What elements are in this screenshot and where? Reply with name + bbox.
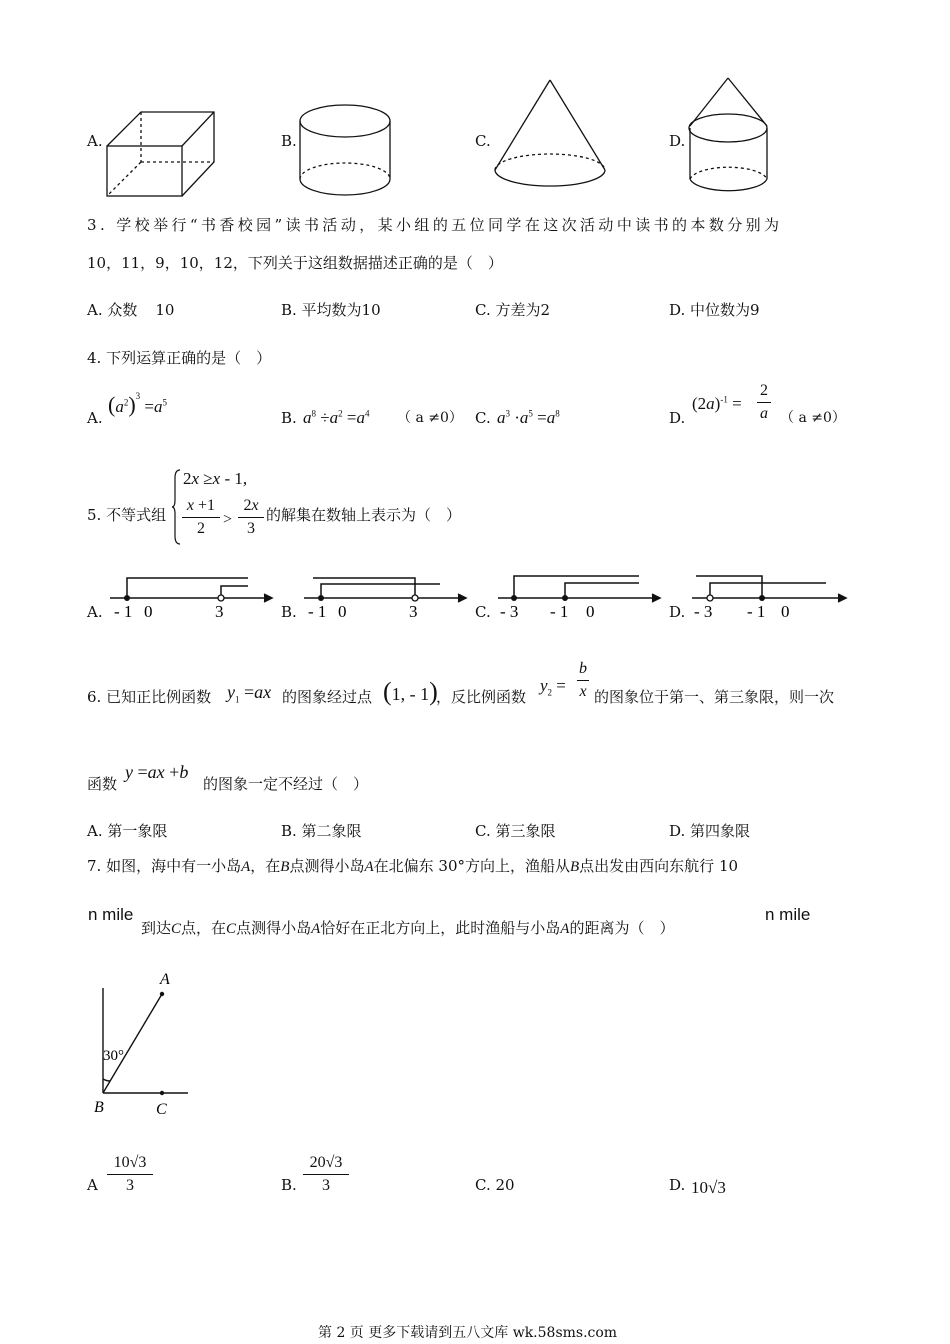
q4-option-d-condition: （ a ≠0） xyxy=(780,410,846,426)
tick-label: - 1 xyxy=(114,602,133,621)
q6-part5: 函数 xyxy=(87,775,118,793)
q6-linear-function: y =ax +b xyxy=(125,762,189,782)
tick-label: 0 xyxy=(144,602,153,621)
q5-fraction-right: 2x 3 xyxy=(238,497,264,538)
q2-option-b-label: B. xyxy=(281,132,297,150)
number-line-a xyxy=(106,570,276,620)
q4-option-b-expr: $a^8 \div a^2 =a^4$ xyxy=(303,408,370,427)
number-line-d xyxy=(688,570,853,620)
tick-label: - 1 xyxy=(747,602,766,621)
number-line-b xyxy=(300,570,470,620)
q7-option-c: C. 20 xyxy=(475,1176,515,1194)
system-brace xyxy=(172,468,182,546)
q2-option-c-label: C. xyxy=(475,132,491,150)
q4-stem: 4. 下列运算正确的是（ ） xyxy=(87,349,272,367)
q2-option-d-label: D. xyxy=(669,132,686,150)
bearing-diagram xyxy=(92,966,192,1118)
q6-expr-y1: $y_1 =ax$ xyxy=(227,682,272,705)
q7-stem-line2: 到达C点，在C点测得小岛A恰好在正北方向上，此时渔船与小岛A的距离为（ ） xyxy=(141,919,675,937)
q7-option-a-label: A xyxy=(87,1176,98,1194)
q7-option-d-label: D. xyxy=(669,1176,686,1194)
q5-inequality-1: 2x ≥x - 1, xyxy=(183,469,248,488)
tick-label: 3 xyxy=(409,602,418,621)
q4-option-c-label: C. xyxy=(475,409,491,427)
q5-prefix: 5. 不等式组 xyxy=(87,506,167,524)
q6-part6: 的图象一定不经过（ ） xyxy=(203,775,369,793)
q6-option-c: C. 第三象限 xyxy=(475,822,556,840)
q3-option-a: A. 众数 10 xyxy=(87,301,175,319)
rectangular-prism-figure xyxy=(105,110,217,198)
cylinder-figure xyxy=(298,103,393,198)
q6-option-d: D. 第四象限 xyxy=(669,822,751,840)
q7-stem-line1: 7. 如图，海中有一小岛A，在B点测得小岛A在北偏东 30°方向上，渔船从B点出发由西向东航行 10 xyxy=(87,857,739,875)
q7-option-b-label: B. xyxy=(281,1176,297,1194)
q7-option-d-expr: 10√3 xyxy=(691,1178,726,1197)
q7-unit-2: n mile xyxy=(765,905,811,924)
tick-label: 0 xyxy=(781,602,790,621)
q5-option-a-label: A. xyxy=(87,603,103,621)
point-a-label: A xyxy=(160,971,170,988)
cone-on-cylinder-figure xyxy=(687,76,771,198)
q4-option-b-condition: （ a ≠0） xyxy=(397,410,463,426)
number-line-c xyxy=(494,570,664,620)
q5-suffix: 的解集在数轴上表示为（ ） xyxy=(266,506,462,524)
q3-option-b: B. 平均数为10 xyxy=(281,301,381,319)
q7-unit-1: n mile xyxy=(88,905,134,924)
tick-label: - 1 xyxy=(550,602,569,621)
tick-label: 0 xyxy=(338,602,347,621)
q3-stem-line1: 3. 学校举行“书香校园”读书活动，某小组的五位同学在这次活动中读书的本数分别为 xyxy=(87,216,783,234)
angle-label: 30° xyxy=(103,1048,124,1064)
q6-part3: ，反比例函数 xyxy=(436,688,527,706)
tick-label: - 3 xyxy=(694,602,713,621)
point-c-label: C xyxy=(156,1101,167,1118)
q4-option-d-fraction: 2 a xyxy=(757,382,771,423)
cone-figure xyxy=(492,78,608,198)
q6-point: (1, - 1) xyxy=(383,677,438,706)
q6-part1: 6. 已知正比例函数 xyxy=(87,688,212,706)
q4-option-a-expr: $(a^2)^3 =a^5$ xyxy=(108,391,167,417)
q5-option-b-label: B. xyxy=(281,603,297,621)
tick-label: 3 xyxy=(215,602,224,621)
q2-option-a-label: A. xyxy=(87,132,103,150)
q5-option-d-label: D. xyxy=(669,603,686,621)
q4-option-b-label: B. xyxy=(281,409,297,427)
q6-part2: 的图象经过点 xyxy=(282,688,373,706)
page-footer: 第 2 页 更多下载请到五八文库 wk.58sms.com xyxy=(318,1325,618,1341)
q3-stem-line2: 10，11，9，10，12，下列关于这组数据描述正确的是（ ） xyxy=(87,254,503,272)
q5-greater-sign: > xyxy=(223,511,233,528)
q4-option-d-label: D. xyxy=(669,409,686,427)
q6-option-a: A. 第一象限 xyxy=(87,822,168,840)
tick-label: - 1 xyxy=(308,602,327,621)
point-b-label: B xyxy=(94,1099,104,1116)
q3-option-c: C. 方差为2 xyxy=(475,301,551,319)
q4-option-a-label: A. xyxy=(87,409,103,427)
tick-label: - 3 xyxy=(500,602,519,621)
q5-fraction-left: x +1 2 xyxy=(182,497,220,538)
tick-label: 0 xyxy=(586,602,595,621)
q6-fraction-b-over-x: b x xyxy=(579,660,587,700)
q7-option-b-fraction: 20√3 3 xyxy=(303,1154,349,1195)
q7-option-a-fraction: 10√3 3 xyxy=(107,1154,153,1195)
q6-expr-y2: $y_2$ = xyxy=(540,676,566,698)
q6-option-b: B. 第二象限 xyxy=(281,822,362,840)
q6-part4: 的图象位于第一、第三象限，则一次 xyxy=(594,688,835,706)
q4-option-d-expr: $(2a)^{-1}$ = xyxy=(692,394,742,413)
q5-option-c-label: C. xyxy=(475,603,491,621)
q3-option-d: D. 中位数为9 xyxy=(669,301,760,319)
q4-option-c-expr: $a^3 \cdot a^5 =a^8$ xyxy=(497,408,560,427)
